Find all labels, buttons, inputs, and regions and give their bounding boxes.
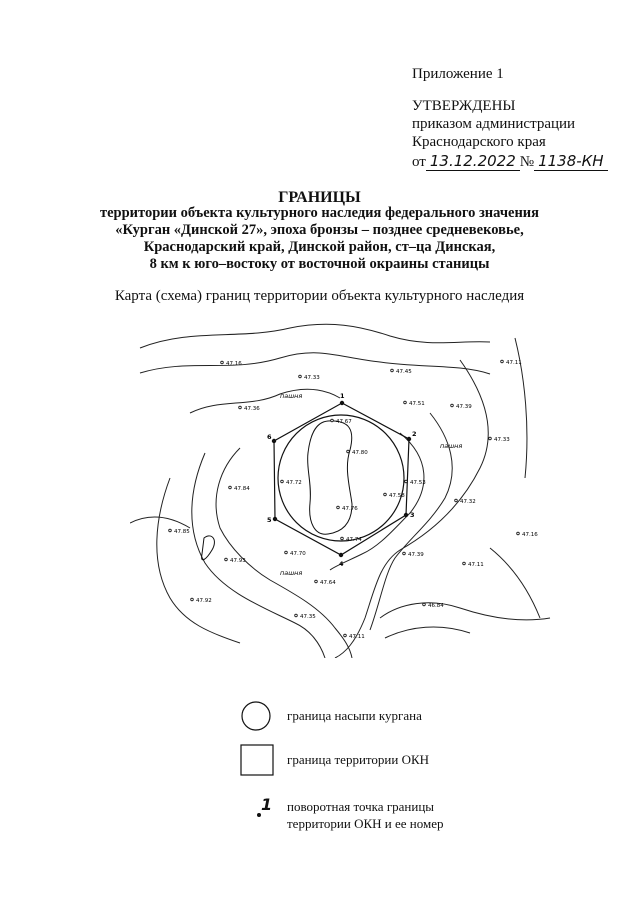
elevation-label: 47.11 [468, 562, 484, 568]
elevation-label: 47.16 [226, 361, 242, 367]
elevation-label: 47.84 [234, 486, 250, 492]
field-label: пашня [280, 392, 303, 400]
elevation-dot [391, 369, 394, 372]
boundary-point-dot [273, 517, 277, 521]
legend-territory-label: граница территории ОКН [287, 752, 430, 767]
elevation-dot [299, 375, 302, 378]
elevation-dot [403, 552, 406, 555]
elevation-dot [225, 558, 228, 561]
title-line2: «Курган «Динской 27», эпоха бронзы – позднее средневековье, [115, 222, 524, 238]
elevation-dot [239, 406, 242, 409]
elevation-dot [463, 562, 466, 565]
boundary-point-dot [407, 437, 411, 441]
elevation-dot [501, 360, 504, 363]
elevation-dot [423, 603, 426, 606]
elevation-label: 46.84 [428, 603, 444, 609]
elevation-dot [337, 506, 340, 509]
elevation-label: 47.11 [349, 634, 365, 640]
elevation-dot [221, 361, 224, 364]
boundary-point-dot [272, 439, 276, 443]
elevation-dot [229, 486, 232, 489]
elevation-label: 47.45 [396, 369, 412, 375]
elevation-dot [347, 450, 350, 453]
legend-point-dot [257, 813, 261, 817]
document-title: ГРАНИЦЫ [278, 189, 361, 206]
elevation-label: 47.72 [286, 480, 302, 486]
legend-circle-icon [240, 700, 272, 732]
title-line3: Краснодарский край, Динской район, ст–ца Динская, [143, 239, 496, 255]
field-label: пашня [280, 569, 303, 577]
elevation-dot [517, 532, 520, 535]
elevation-dot [455, 499, 458, 502]
elevation-dot [341, 537, 344, 540]
field-label: пашня [440, 442, 463, 450]
boundary-point-number: 2 [412, 430, 417, 438]
elevation-label: 47.11 [506, 360, 522, 366]
number-value: 1138-КН [534, 152, 608, 171]
boundary-point-number: 4 [339, 560, 344, 568]
date-value: 13.12.2022 [426, 152, 520, 171]
elevation-label: 47.36 [244, 406, 260, 412]
elevation-dot [405, 480, 408, 483]
legend-point-line2: территории ОКН и ее номер [287, 816, 444, 831]
elevation-dot [344, 634, 347, 637]
boundary-point-dot [404, 513, 408, 517]
elevation-dot [451, 404, 454, 407]
boundary-point-number: 1 [340, 392, 345, 400]
elevation-label: 47.39 [456, 404, 472, 410]
legend-square-icon [240, 744, 274, 776]
elevation-dot [384, 493, 387, 496]
elevation-label: 47.39 [408, 552, 424, 558]
elevation-dot [191, 598, 194, 601]
boundary-point-dot [339, 553, 343, 557]
map-caption: Карта (схема) границ территории объекта культурного наследия [114, 288, 525, 304]
number-prefix: № [519, 154, 535, 170]
elevation-label: 47.53 [410, 480, 426, 486]
boundary-point-number: 3 [410, 511, 415, 519]
elevation-label: 47.33 [304, 375, 320, 381]
boundary-point-dot [340, 401, 344, 405]
elevation-label: 47.58 [389, 493, 405, 499]
boundary-map [130, 318, 560, 658]
date-prefix: от [412, 154, 426, 170]
elevation-label: 47.85 [174, 529, 190, 535]
legend-mound-label: граница насыпи кургана [287, 708, 422, 723]
elevation-label: 47.64 [320, 580, 336, 586]
elevation-dot [295, 614, 298, 617]
elevation-label: 47.35 [300, 614, 316, 620]
mound-outline [308, 421, 352, 534]
elevation-label: 47.16 [522, 532, 538, 538]
elevation-label: 47.74 [346, 537, 362, 543]
title-line4: 8 км к юго–востоку от восточной окраины станицы [149, 256, 490, 272]
approved-label: УТВЕРЖДЕНЫ [412, 98, 516, 114]
elevation-label: 47.92 [196, 598, 212, 604]
legend-point-number: 1 [261, 795, 273, 814]
approval-date-line [412, 152, 608, 171]
appendix-label: Приложение 1 [412, 66, 504, 82]
elevation-label: 47.32 [460, 499, 476, 505]
elevation-label: 47.67 [336, 419, 352, 425]
legend-point-icon [255, 795, 275, 825]
elevation-label: 47.33 [494, 437, 510, 443]
title-line1: территории объекта культурного наследия федерального значения [99, 205, 539, 221]
elevation-label: 47.80 [352, 450, 368, 456]
boundary-point-number: 5 [267, 516, 272, 524]
legend-point-line1: поворотная точка границы [287, 799, 435, 814]
boundary-point-number: 6 [267, 433, 272, 441]
elevation-dot [169, 529, 172, 532]
elevation-dot [489, 437, 492, 440]
elevation-dot [404, 401, 407, 404]
elevation-dot [331, 419, 334, 422]
approved-by-line2: Краснодарского края [412, 134, 546, 150]
approved-by-line1: приказом администрации [412, 116, 576, 132]
elevation-dot [315, 580, 318, 583]
elevation-label: 47.70 [290, 551, 306, 557]
elevation-label: 47.51 [409, 401, 425, 407]
territory-boundary [274, 403, 409, 555]
elevation-label: 47.93 [230, 558, 246, 564]
elevation-dot [285, 551, 288, 554]
contour-lines [130, 324, 550, 658]
elevation-label: 47.76 [342, 506, 358, 512]
elevation-dot [281, 480, 284, 483]
small-feature [202, 536, 215, 560]
mound-boundary-circle [278, 415, 404, 541]
